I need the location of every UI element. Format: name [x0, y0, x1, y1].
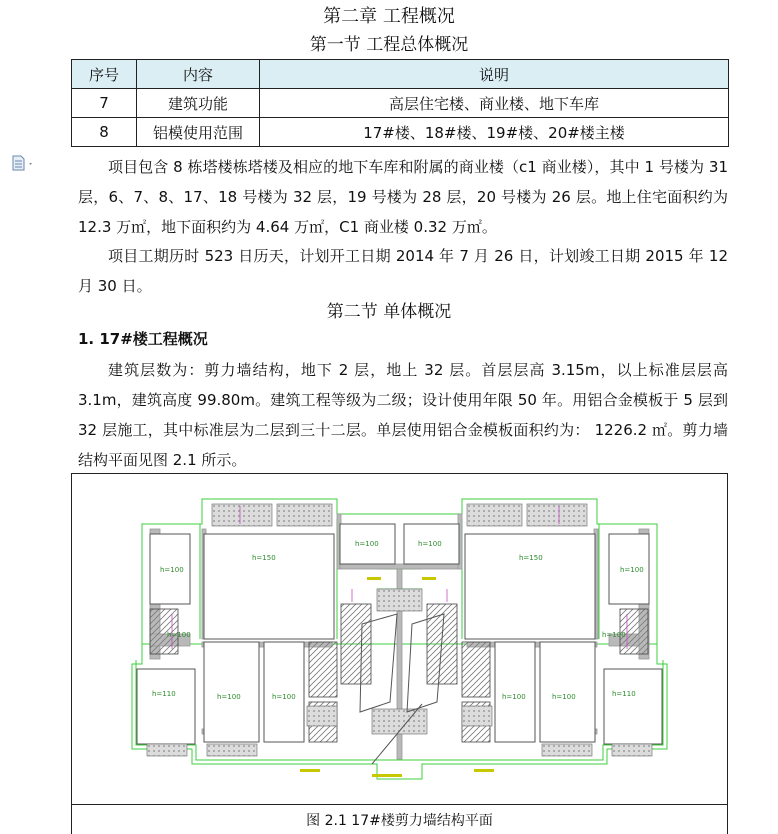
section-title-overview: 第一节 工程总体概况 — [309, 35, 469, 55]
figure-caption: 图 2.1 17#楼剪力墙结构平面 — [306, 813, 493, 829]
figure-caption-divider — [71, 804, 728, 805]
table-cell: 17#楼、18#楼、19#楼、20#楼主楼 — [260, 118, 729, 147]
table-header-cell: 序号 — [72, 60, 137, 89]
overview-table — [71, 59, 729, 147]
table-cell: 8 — [72, 118, 137, 147]
table-header-cell: 说明 — [260, 60, 729, 89]
document-icon[interactable] — [12, 155, 36, 171]
room-label: h=110 — [612, 690, 636, 698]
paragraph-building-details: 建筑层数为：剪力墙结构，地下 2 层，地上 32 层。首层层高 3.15m，以上标准层层高 3.1m，建筑高度 99.80m。建筑工程等级为二级；设计使用年限 50 年。用铝合金模板于 5 层到 32 层施工，其中标准层为二层到三十二层。单层使用铝合金模板面积约为： 1226.2 ㎡。剪力墙结构平面见图 2.1 所示。 — [78, 361, 728, 469]
room-label: h=100 — [217, 693, 241, 701]
shear-wall-floor-plan — [72, 474, 727, 804]
room-label: h=100 — [272, 693, 296, 701]
paragraph-project-summary: 项目包含 8 栋塔楼栋塔楼及相应的地下车库和附属的商业楼（c1 商业楼），其中 1 号楼为 31 层，6、7、8、17、18 号楼为 32 层，19 号楼为 28 层，20 号楼为 26 层。地上住宅面积约为 12.3 万㎡，地下面积约为 4.64 万㎡，C1 商业楼 0.32 万㎡。 — [78, 158, 728, 236]
room-label: h=150 — [252, 554, 276, 562]
table-cell: 高层住宅楼、商业楼、地下车库 — [260, 89, 729, 118]
room-label: h=100 — [418, 540, 442, 548]
table-cell: 建筑功能 — [137, 89, 260, 118]
table-cell: 7 — [72, 89, 137, 118]
room-label: h=150 — [519, 554, 543, 562]
room-label: h=100 — [167, 631, 191, 639]
room-label: h=100 — [502, 693, 526, 701]
table-row — [72, 118, 729, 147]
table-cell: 铝模使用范围 — [137, 118, 260, 147]
room-label: h=100 — [602, 631, 626, 639]
chapter-title: 第二章 工程概况 — [323, 6, 455, 27]
table-header-cell: 内容 — [137, 60, 260, 89]
table-header-row — [72, 60, 729, 89]
section-title-single: 第二节 单体概况 — [326, 302, 452, 322]
room-label: h=100 — [355, 540, 379, 548]
paragraph-schedule: 项目工期历时 523 日历天，计划开工日期 2014 年 7 月 26 日，计划竣工日期 2015 年 12 月 30 日。 — [78, 247, 728, 295]
room-label: h=100 — [552, 693, 576, 701]
room-label: h=100 — [160, 566, 184, 574]
room-label: h=110 — [152, 690, 176, 698]
table-row — [72, 89, 729, 118]
subsection-title: 1. 17#楼工程概况 — [78, 330, 208, 348]
room-label: h=100 — [620, 566, 644, 574]
